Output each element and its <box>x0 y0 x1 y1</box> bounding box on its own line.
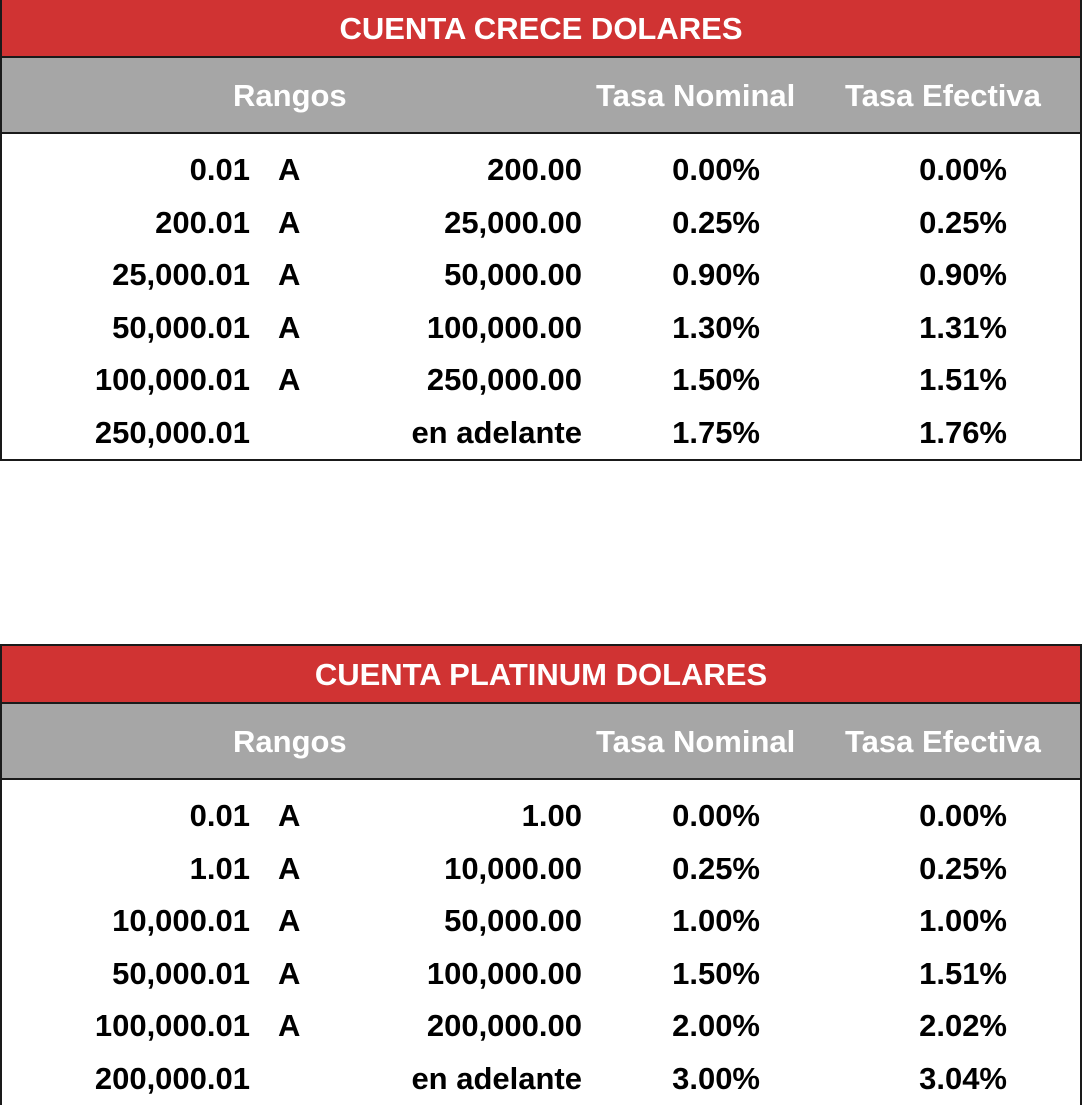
range-separator: A <box>278 850 301 886</box>
range-from: 1.01 <box>189 850 250 886</box>
range-to: 100,000.00 <box>426 955 582 991</box>
table-title: CUENTA CRECE DOLARES <box>2 0 1080 58</box>
nominal-rate: 0.25% <box>672 850 760 886</box>
range-from: 25,000.01 <box>112 257 250 292</box>
header-nominal-rate: Tasa Nominal <box>596 724 796 759</box>
nominal-rate: 1.75% <box>672 414 760 450</box>
header-effective-rate: Tasa Efectiva <box>845 724 1041 759</box>
range-to: 50,000.00 <box>444 903 582 938</box>
range-from: 50,000.01 <box>112 955 250 991</box>
effective-rate: 1.76% <box>919 414 1007 450</box>
table-row <box>2 197 1080 250</box>
range-separator: A <box>278 955 301 991</box>
table-body <box>2 134 1080 459</box>
range-to: 10,000.00 <box>444 850 582 886</box>
header-nominal-rate: Tasa Nominal <box>596 78 796 113</box>
crece-dolares-table <box>0 0 1082 461</box>
table-row <box>2 948 1080 1001</box>
range-to: en adelante <box>411 1060 582 1096</box>
table-header <box>2 58 1080 134</box>
range-to: 100,000.00 <box>426 309 582 345</box>
range-from: 250,000.01 <box>94 414 250 450</box>
range-from: 50,000.01 <box>112 309 250 345</box>
range-from: 200.01 <box>155 204 250 240</box>
table-row <box>2 354 1080 407</box>
effective-rate: 1.00% <box>919 903 1007 938</box>
table-row <box>2 302 1080 355</box>
range-separator: A <box>278 798 301 833</box>
range-to: 25,000.00 <box>444 204 582 240</box>
platinum-dolares-table <box>0 644 1082 1105</box>
range-separator: A <box>278 204 301 240</box>
range-separator: A <box>278 903 301 938</box>
nominal-rate: 0.00% <box>672 152 760 187</box>
header-ranges: Rangos <box>233 724 347 759</box>
range-to: 250,000.00 <box>426 362 582 397</box>
table-row <box>2 249 1080 302</box>
range-from: 200,000.01 <box>94 1060 250 1096</box>
table-row <box>2 1000 1080 1053</box>
nominal-rate: 2.00% <box>672 1008 760 1043</box>
range-separator: A <box>278 257 301 292</box>
range-from: 100,000.01 <box>94 1008 250 1043</box>
nominal-rate: 1.00% <box>672 903 760 938</box>
table-row <box>2 407 1080 460</box>
effective-rate: 2.02% <box>919 1008 1007 1043</box>
range-from: 0.01 <box>189 798 250 833</box>
range-to: 50,000.00 <box>444 257 582 292</box>
effective-rate: 0.90% <box>919 257 1007 292</box>
effective-rate: 3.04% <box>919 1060 1007 1096</box>
header-effective-rate: Tasa Efectiva <box>845 78 1041 113</box>
nominal-rate: 3.00% <box>672 1060 760 1096</box>
table-row <box>2 1053 1080 1106</box>
range-to: en adelante <box>411 414 582 450</box>
table-row <box>2 843 1080 896</box>
effective-rate: 1.51% <box>919 362 1007 397</box>
table-body <box>2 780 1080 1105</box>
range-separator: A <box>278 1008 301 1043</box>
range-to: 200,000.00 <box>426 1008 582 1043</box>
effective-rate: 0.00% <box>919 152 1007 187</box>
table-title: CUENTA PLATINUM DOLARES <box>2 646 1080 704</box>
nominal-rate: 1.30% <box>672 309 760 345</box>
header-ranges: Rangos <box>233 78 347 113</box>
effective-rate: 0.25% <box>919 204 1007 240</box>
range-from: 100,000.01 <box>94 362 250 397</box>
table-row <box>2 144 1080 197</box>
range-to: 1.00 <box>521 798 582 833</box>
range-separator: A <box>278 309 301 345</box>
effective-rate: 1.31% <box>919 309 1007 345</box>
table-row <box>2 895 1080 948</box>
table-row <box>2 790 1080 843</box>
nominal-rate: 0.25% <box>672 204 760 240</box>
nominal-rate: 1.50% <box>672 955 760 991</box>
range-from: 0.01 <box>189 152 250 187</box>
nominal-rate: 0.90% <box>672 257 760 292</box>
nominal-rate: 0.00% <box>672 798 760 833</box>
table-header <box>2 704 1080 780</box>
nominal-rate: 1.50% <box>672 362 760 397</box>
range-separator: A <box>278 152 301 187</box>
effective-rate: 0.25% <box>919 850 1007 886</box>
range-from: 10,000.01 <box>112 903 250 938</box>
range-to: 200.00 <box>487 152 582 187</box>
effective-rate: 1.51% <box>919 955 1007 991</box>
range-separator: A <box>278 362 301 397</box>
effective-rate: 0.00% <box>919 798 1007 833</box>
